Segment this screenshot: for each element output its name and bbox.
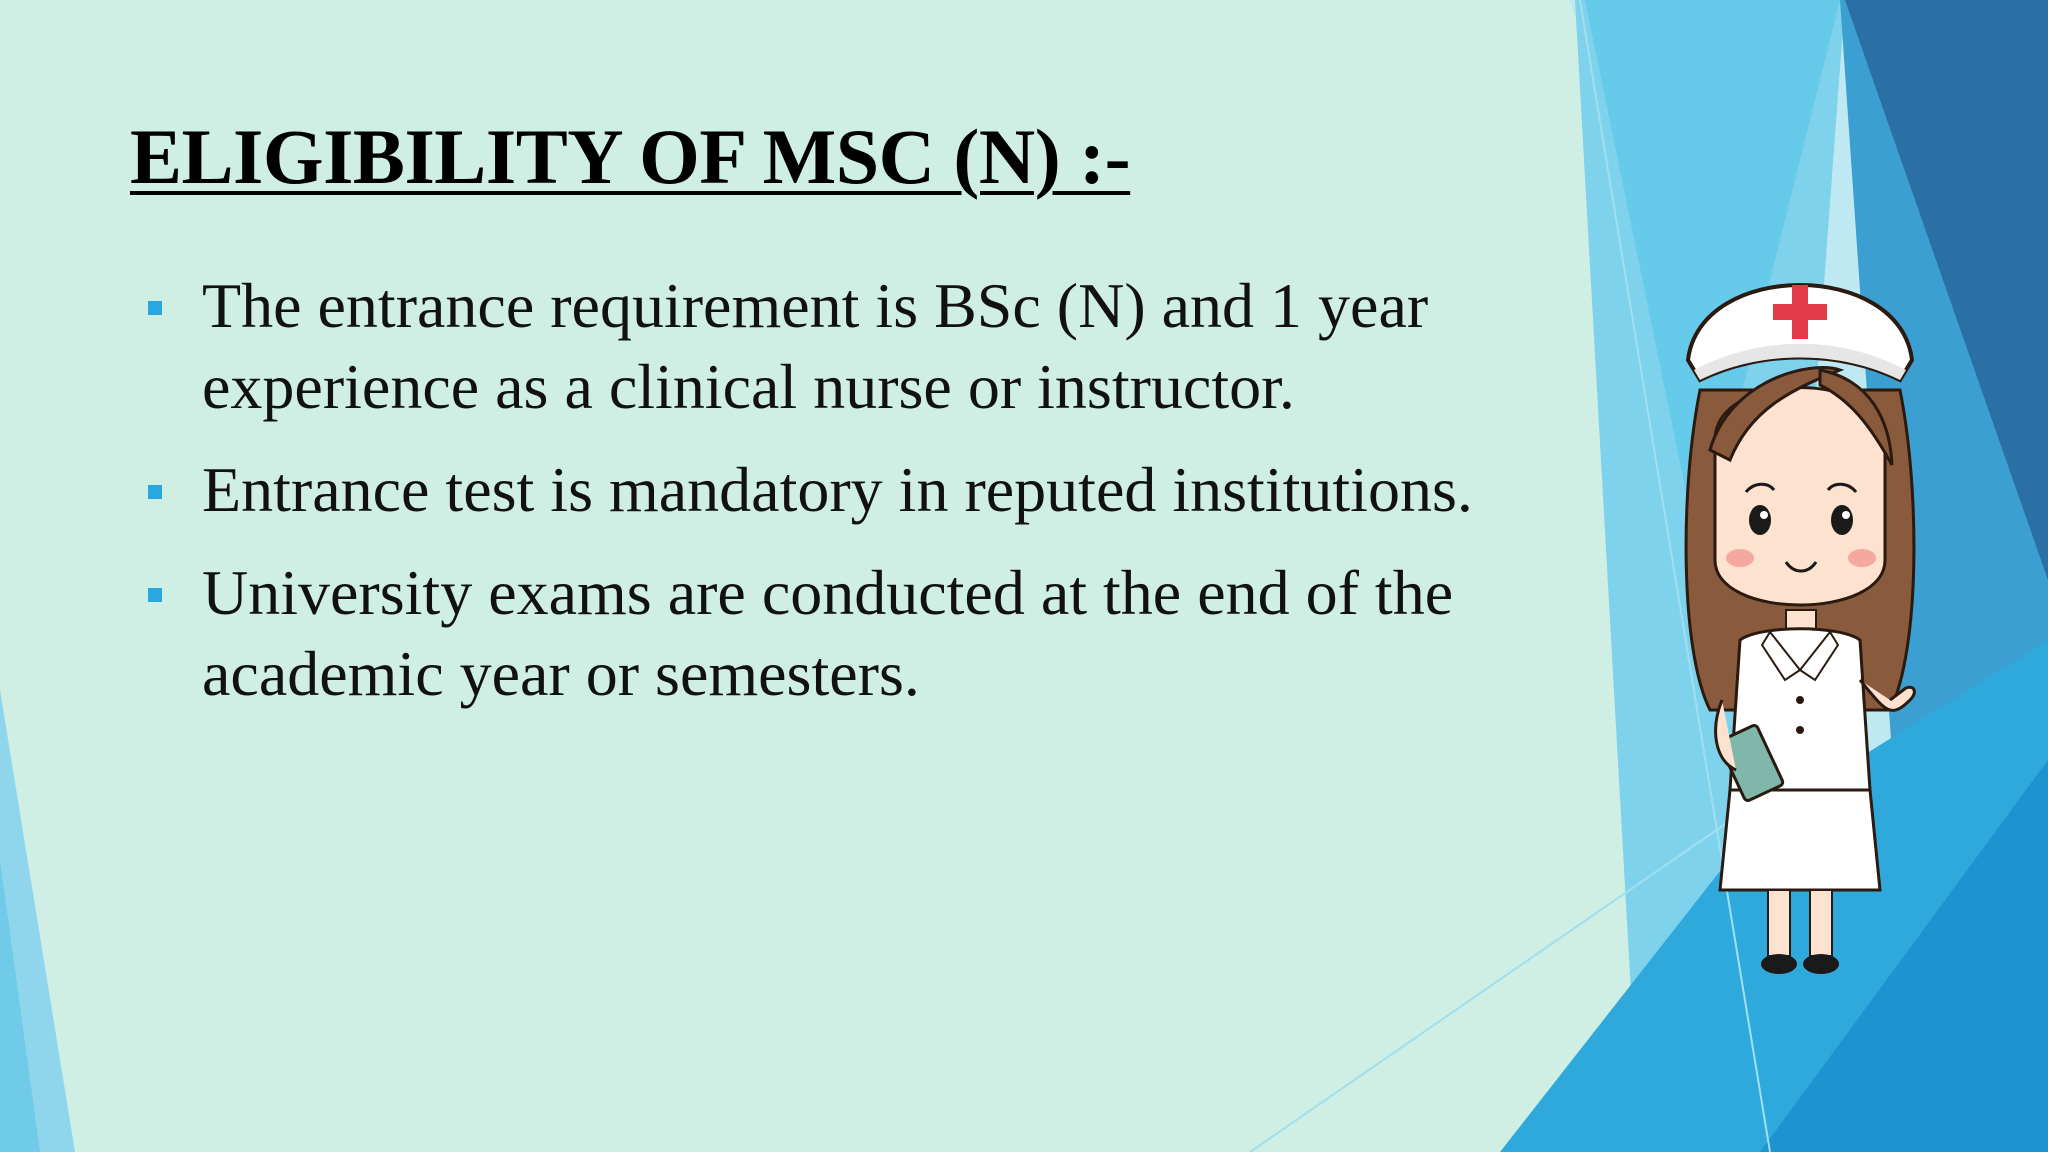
square-bullet-icon: [148, 485, 162, 499]
square-bullet-icon: [148, 588, 162, 602]
nurse-cartoon-icon: [1670, 230, 1930, 990]
bullet-text: The entrance requirement is BSc (N) and 1 year experience as a clinical nurse or instructor.: [202, 270, 1429, 422]
bullet-item-3: [148, 552, 1598, 714]
square-bullet-icon: [148, 301, 162, 315]
bullet-list: [148, 265, 1598, 736]
slide-title: ELIGIBILITY OF MSC (N) :-: [130, 113, 1131, 200]
bullet-text: Entrance test is mandatory in reputed institutions.: [202, 454, 1473, 525]
bullet-text: University exams are conducted at the end of the academic year or semesters.: [202, 557, 1454, 709]
bullet-item-1: [148, 265, 1598, 427]
bullet-item-2: [148, 449, 1598, 530]
